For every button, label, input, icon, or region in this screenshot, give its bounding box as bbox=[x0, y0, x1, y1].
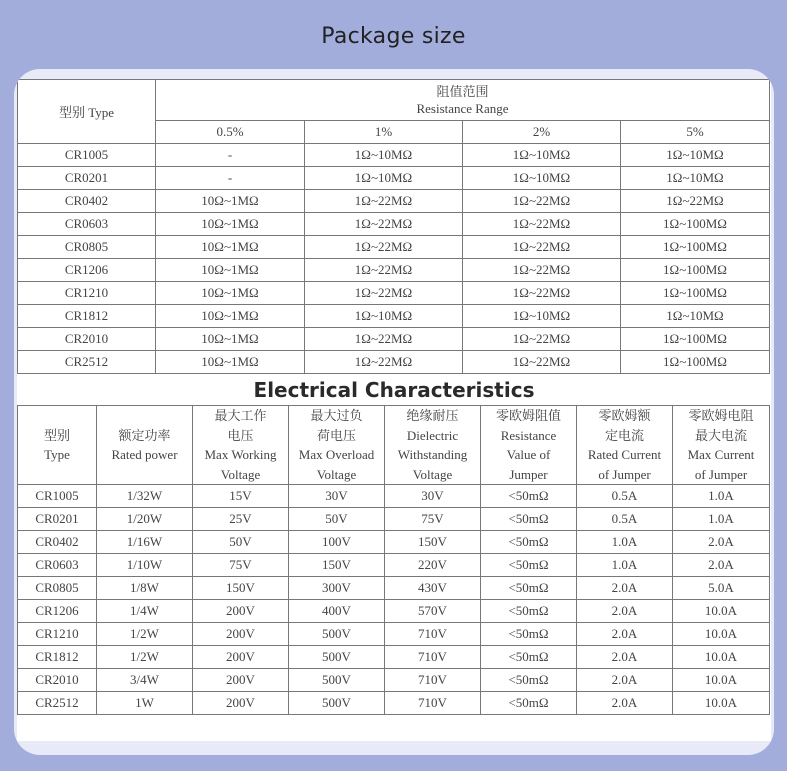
tolerance-header: 2% bbox=[463, 121, 621, 144]
electrical-value-cell: 1/10W bbox=[97, 554, 193, 577]
header-line: 电压 bbox=[227, 427, 254, 443]
header-line: 最大工作 bbox=[214, 408, 267, 423]
resistance-range-cell: 1Ω~22MΩ bbox=[463, 328, 621, 351]
header-line: 最大电流 bbox=[694, 427, 747, 443]
type-column-header: 型别 Type bbox=[18, 80, 156, 144]
resistance-range-cell: 1Ω~22MΩ bbox=[305, 236, 463, 259]
type-cell: CR2010 bbox=[18, 669, 97, 692]
electrical-column-header bbox=[97, 406, 193, 485]
electrical-value-cell: 25V bbox=[193, 508, 289, 531]
resistance-range-cell: 1Ω~10MΩ bbox=[463, 167, 621, 190]
resistance-row bbox=[18, 213, 770, 236]
electrical-value-cell: <50mΩ bbox=[481, 692, 577, 715]
resistance-row bbox=[18, 328, 770, 351]
resistance-row bbox=[18, 236, 770, 259]
electrical-value-cell: 50V bbox=[289, 508, 385, 531]
electrical-row bbox=[18, 692, 770, 715]
electrical-value-cell: 430V bbox=[385, 577, 481, 600]
header-line: Resistance bbox=[500, 427, 557, 443]
resistance-row bbox=[18, 259, 770, 282]
electrical-value-cell: 1/4W bbox=[97, 600, 193, 623]
resistance-range-cell: 10Ω~1MΩ bbox=[156, 351, 305, 374]
electrical-value-cell: 1/2W bbox=[97, 646, 193, 669]
electrical-characteristics-title: Electrical Characteristics bbox=[253, 378, 535, 402]
electrical-value-cell: 1/32W bbox=[97, 485, 193, 508]
content-card bbox=[14, 69, 774, 755]
resistance-range-table bbox=[17, 79, 770, 374]
electrical-value-cell: 75V bbox=[193, 554, 289, 577]
header-line: 荷电压 bbox=[316, 427, 356, 443]
resistance-range-cell: 10Ω~1MΩ bbox=[156, 305, 305, 328]
electrical-column-header bbox=[577, 406, 673, 485]
electrical-row bbox=[18, 508, 770, 531]
electrical-value-cell: 710V bbox=[385, 692, 481, 715]
electrical-row bbox=[18, 531, 770, 554]
header-line: 定电流 bbox=[604, 427, 644, 443]
electrical-row bbox=[18, 669, 770, 692]
electrical-value-cell: 200V bbox=[193, 623, 289, 646]
resistance-range-cell: 1Ω~22MΩ bbox=[305, 282, 463, 305]
electrical-value-cell: 100V bbox=[289, 531, 385, 554]
header-line: 型别 bbox=[43, 427, 70, 443]
electrical-value-cell: 570V bbox=[385, 600, 481, 623]
electrical-value-cell: 30V bbox=[385, 485, 481, 508]
electrical-value-cell: 500V bbox=[289, 692, 385, 715]
type-cell: CR0201 bbox=[18, 508, 97, 531]
electrical-characteristics-table bbox=[17, 405, 770, 715]
electrical-value-cell: 2.0A bbox=[577, 600, 673, 623]
type-cell: CR1206 bbox=[18, 600, 97, 623]
electrical-value-cell: 710V bbox=[385, 623, 481, 646]
electrical-value-cell: 0.5A bbox=[577, 508, 673, 531]
header-line: 零欧姆阻值 bbox=[495, 408, 561, 423]
electrical-column-header bbox=[673, 406, 770, 485]
electrical-value-cell: 1.0A bbox=[577, 531, 673, 554]
electrical-value-cell: 10.0A bbox=[673, 600, 770, 623]
electrical-column-header bbox=[289, 406, 385, 485]
resistance-range-cell: 10Ω~1MΩ bbox=[156, 282, 305, 305]
resistance-range-cell: 1Ω~100MΩ bbox=[621, 282, 770, 305]
electrical-value-cell: <50mΩ bbox=[481, 485, 577, 508]
resistance-range-cell: 10Ω~1MΩ bbox=[156, 236, 305, 259]
electrical-value-cell: 2.0A bbox=[673, 554, 770, 577]
electrical-value-cell: 150V bbox=[289, 554, 385, 577]
electrical-value-cell: 50V bbox=[193, 531, 289, 554]
type-cell: CR1210 bbox=[18, 282, 156, 305]
electrical-column-header bbox=[481, 406, 577, 485]
resistance-range-cell: 1Ω~22MΩ bbox=[305, 213, 463, 236]
electrical-value-cell: 30V bbox=[289, 485, 385, 508]
resistance-row bbox=[18, 282, 770, 305]
electrical-value-cell: <50mΩ bbox=[481, 623, 577, 646]
header-line: 额定功率 bbox=[118, 427, 171, 443]
electrical-value-cell: 0.5A bbox=[577, 485, 673, 508]
type-cell: CR1206 bbox=[18, 259, 156, 282]
electrical-value-cell: 1.0A bbox=[673, 485, 770, 508]
resistance-range-cell: 1Ω~10MΩ bbox=[305, 305, 463, 328]
type-cell: CR0603 bbox=[18, 554, 97, 577]
electrical-value-cell: <50mΩ bbox=[481, 669, 577, 692]
electrical-value-cell: 10.0A bbox=[673, 669, 770, 692]
type-cell: CR0201 bbox=[18, 167, 156, 190]
electrical-value-cell: 3/4W bbox=[97, 669, 193, 692]
type-cell: CR1210 bbox=[18, 623, 97, 646]
resistance-range-cell: 1Ω~22MΩ bbox=[463, 213, 621, 236]
resistance-range-cell: 10Ω~1MΩ bbox=[156, 190, 305, 213]
electrical-value-cell: 5.0A bbox=[673, 577, 770, 600]
electrical-value-cell: 1.0A bbox=[673, 508, 770, 531]
header-line: 零欧姆电阻 bbox=[688, 408, 754, 423]
header-line: 零欧姆额 bbox=[598, 408, 651, 423]
resistance-range-cell: 1Ω~10MΩ bbox=[463, 144, 621, 167]
electrical-value-cell: 1/16W bbox=[97, 531, 193, 554]
header-line: Jumper bbox=[509, 466, 548, 482]
type-cell: CR2512 bbox=[18, 692, 97, 715]
resistance-range-cell: 1Ω~10MΩ bbox=[305, 144, 463, 167]
electrical-value-cell: 15V bbox=[193, 485, 289, 508]
resistance-range-cell: 10Ω~1MΩ bbox=[156, 213, 305, 236]
header-line: Rated power bbox=[111, 447, 178, 462]
type-cell: CR0603 bbox=[18, 213, 156, 236]
header-line: 绝缘耐压 bbox=[406, 408, 459, 423]
header-line: Max Working bbox=[204, 447, 277, 462]
type-cell: CR1005 bbox=[18, 485, 97, 508]
type-cell: CR0805 bbox=[18, 236, 156, 259]
resistance-range-cell: 1Ω~100MΩ bbox=[621, 259, 770, 282]
header-line: Voltage bbox=[412, 466, 453, 482]
electrical-row bbox=[18, 485, 770, 508]
resistance-range-cell: 1Ω~10MΩ bbox=[305, 167, 463, 190]
electrical-column-header bbox=[385, 406, 481, 485]
resistance-range-header bbox=[156, 80, 770, 121]
resistance-range-cell: 1Ω~100MΩ bbox=[621, 328, 770, 351]
electrical-row bbox=[18, 554, 770, 577]
electrical-value-cell: 300V bbox=[289, 577, 385, 600]
electrical-value-cell: 2.0A bbox=[577, 692, 673, 715]
type-cell: CR0805 bbox=[18, 577, 97, 600]
resistance-range-cell: 1Ω~22MΩ bbox=[305, 328, 463, 351]
electrical-value-cell: 1W bbox=[97, 692, 193, 715]
type-cell: CR1812 bbox=[18, 305, 156, 328]
electrical-value-cell: 2.0A bbox=[673, 531, 770, 554]
electrical-value-cell: 1/8W bbox=[97, 577, 193, 600]
electrical-value-cell: <50mΩ bbox=[481, 646, 577, 669]
header-line: Voltage bbox=[316, 466, 357, 482]
resistance-range-cell: 1Ω~22MΩ bbox=[463, 351, 621, 374]
resistance-range-cell: 1Ω~22MΩ bbox=[463, 259, 621, 282]
header-line: of Jumper bbox=[694, 466, 748, 482]
header-line: Rated Current bbox=[587, 447, 662, 462]
spec-sheet bbox=[17, 79, 771, 741]
electrical-value-cell: 2.0A bbox=[577, 577, 673, 600]
electrical-value-cell: 200V bbox=[193, 600, 289, 623]
resistance-range-cell: 1Ω~10MΩ bbox=[621, 144, 770, 167]
header-line: Voltage bbox=[220, 466, 261, 482]
header-line: Type bbox=[44, 447, 70, 462]
resistance-range-cell: 1Ω~100MΩ bbox=[621, 351, 770, 374]
electrical-value-cell: 500V bbox=[289, 646, 385, 669]
resistance-row bbox=[18, 190, 770, 213]
electrical-value-cell: 200V bbox=[193, 646, 289, 669]
resistance-row bbox=[18, 351, 770, 374]
electrical-value-cell: <50mΩ bbox=[481, 508, 577, 531]
resistance-range-cell: 1Ω~10MΩ bbox=[621, 305, 770, 328]
tolerance-header: 0.5% bbox=[156, 121, 305, 144]
electrical-value-cell: 10.0A bbox=[673, 623, 770, 646]
electrical-value-cell: 2.0A bbox=[577, 623, 673, 646]
resistance-range-cell: 1Ω~100MΩ bbox=[621, 213, 770, 236]
resistance-range-cell: 10Ω~1MΩ bbox=[156, 328, 305, 351]
header-line: Max Current bbox=[687, 447, 755, 462]
resistance-row bbox=[18, 144, 770, 167]
resistance-range-cell: 1Ω~22MΩ bbox=[305, 259, 463, 282]
electrical-value-cell: 710V bbox=[385, 669, 481, 692]
resistance-row bbox=[18, 167, 770, 190]
electrical-value-cell: 10.0A bbox=[673, 646, 770, 669]
electrical-value-cell: <50mΩ bbox=[481, 577, 577, 600]
electrical-value-cell: <50mΩ bbox=[481, 600, 577, 623]
header-line: Max Overload bbox=[298, 447, 375, 462]
page-title: Package size bbox=[321, 24, 466, 49]
resistance-range-cell: 1Ω~100MΩ bbox=[621, 236, 770, 259]
electrical-value-cell: 1/2W bbox=[97, 623, 193, 646]
electrical-value-cell: <50mΩ bbox=[481, 531, 577, 554]
type-cell: CR1005 bbox=[18, 144, 156, 167]
resistance-range-cell: 10Ω~1MΩ bbox=[156, 259, 305, 282]
header-line: of Jumper bbox=[598, 466, 651, 482]
type-cell: CR1812 bbox=[18, 646, 97, 669]
resistance-range-header-cn: 阻值范围 bbox=[436, 84, 489, 99]
header-line: Withstanding bbox=[397, 447, 468, 462]
type-cell: CR0402 bbox=[18, 531, 97, 554]
electrical-value-cell: 1.0A bbox=[577, 554, 673, 577]
resistance-range-header-en: Resistance Range bbox=[416, 101, 509, 116]
electrical-row bbox=[18, 646, 770, 669]
header-line: Value of bbox=[506, 447, 551, 462]
electrical-value-cell: 200V bbox=[193, 692, 289, 715]
electrical-column-header bbox=[193, 406, 289, 485]
electrical-value-cell: 150V bbox=[193, 577, 289, 600]
resistance-range-cell: 1Ω~22MΩ bbox=[463, 236, 621, 259]
header-line: 最大过负 bbox=[310, 408, 363, 423]
type-cell: CR0402 bbox=[18, 190, 156, 213]
type-cell: CR2010 bbox=[18, 328, 156, 351]
resistance-range-cell: - bbox=[156, 144, 305, 167]
electrical-row bbox=[18, 600, 770, 623]
resistance-range-cell: 1Ω~22MΩ bbox=[305, 190, 463, 213]
electrical-value-cell: <50mΩ bbox=[481, 554, 577, 577]
electrical-value-cell: 75V bbox=[385, 508, 481, 531]
tolerance-header: 1% bbox=[305, 121, 463, 144]
electrical-value-cell: 400V bbox=[289, 600, 385, 623]
header-line: Dielectric bbox=[406, 427, 459, 443]
electrical-value-cell: 500V bbox=[289, 669, 385, 692]
resistance-range-cell: 1Ω~22MΩ bbox=[305, 351, 463, 374]
resistance-range-cell: 1Ω~22MΩ bbox=[621, 190, 770, 213]
electrical-row bbox=[18, 577, 770, 600]
electrical-value-cell: 2.0A bbox=[577, 646, 673, 669]
electrical-value-cell: 220V bbox=[385, 554, 481, 577]
electrical-row bbox=[18, 623, 770, 646]
electrical-value-cell: 500V bbox=[289, 623, 385, 646]
electrical-value-cell: 2.0A bbox=[577, 669, 673, 692]
tolerance-header: 5% bbox=[621, 121, 770, 144]
resistance-range-cell: 1Ω~10MΩ bbox=[463, 305, 621, 328]
resistance-range-cell: 1Ω~22MΩ bbox=[463, 190, 621, 213]
electrical-value-cell: 710V bbox=[385, 646, 481, 669]
electrical-column-header bbox=[18, 406, 97, 485]
electrical-value-cell: 1/20W bbox=[97, 508, 193, 531]
resistance-row bbox=[18, 305, 770, 328]
resistance-range-cell: 1Ω~22MΩ bbox=[463, 282, 621, 305]
resistance-range-cell: - bbox=[156, 167, 305, 190]
type-cell: CR2512 bbox=[18, 351, 156, 374]
electrical-value-cell: 10.0A bbox=[673, 692, 770, 715]
electrical-value-cell: 200V bbox=[193, 669, 289, 692]
resistance-range-cell: 1Ω~10MΩ bbox=[621, 167, 770, 190]
electrical-value-cell: 150V bbox=[385, 531, 481, 554]
